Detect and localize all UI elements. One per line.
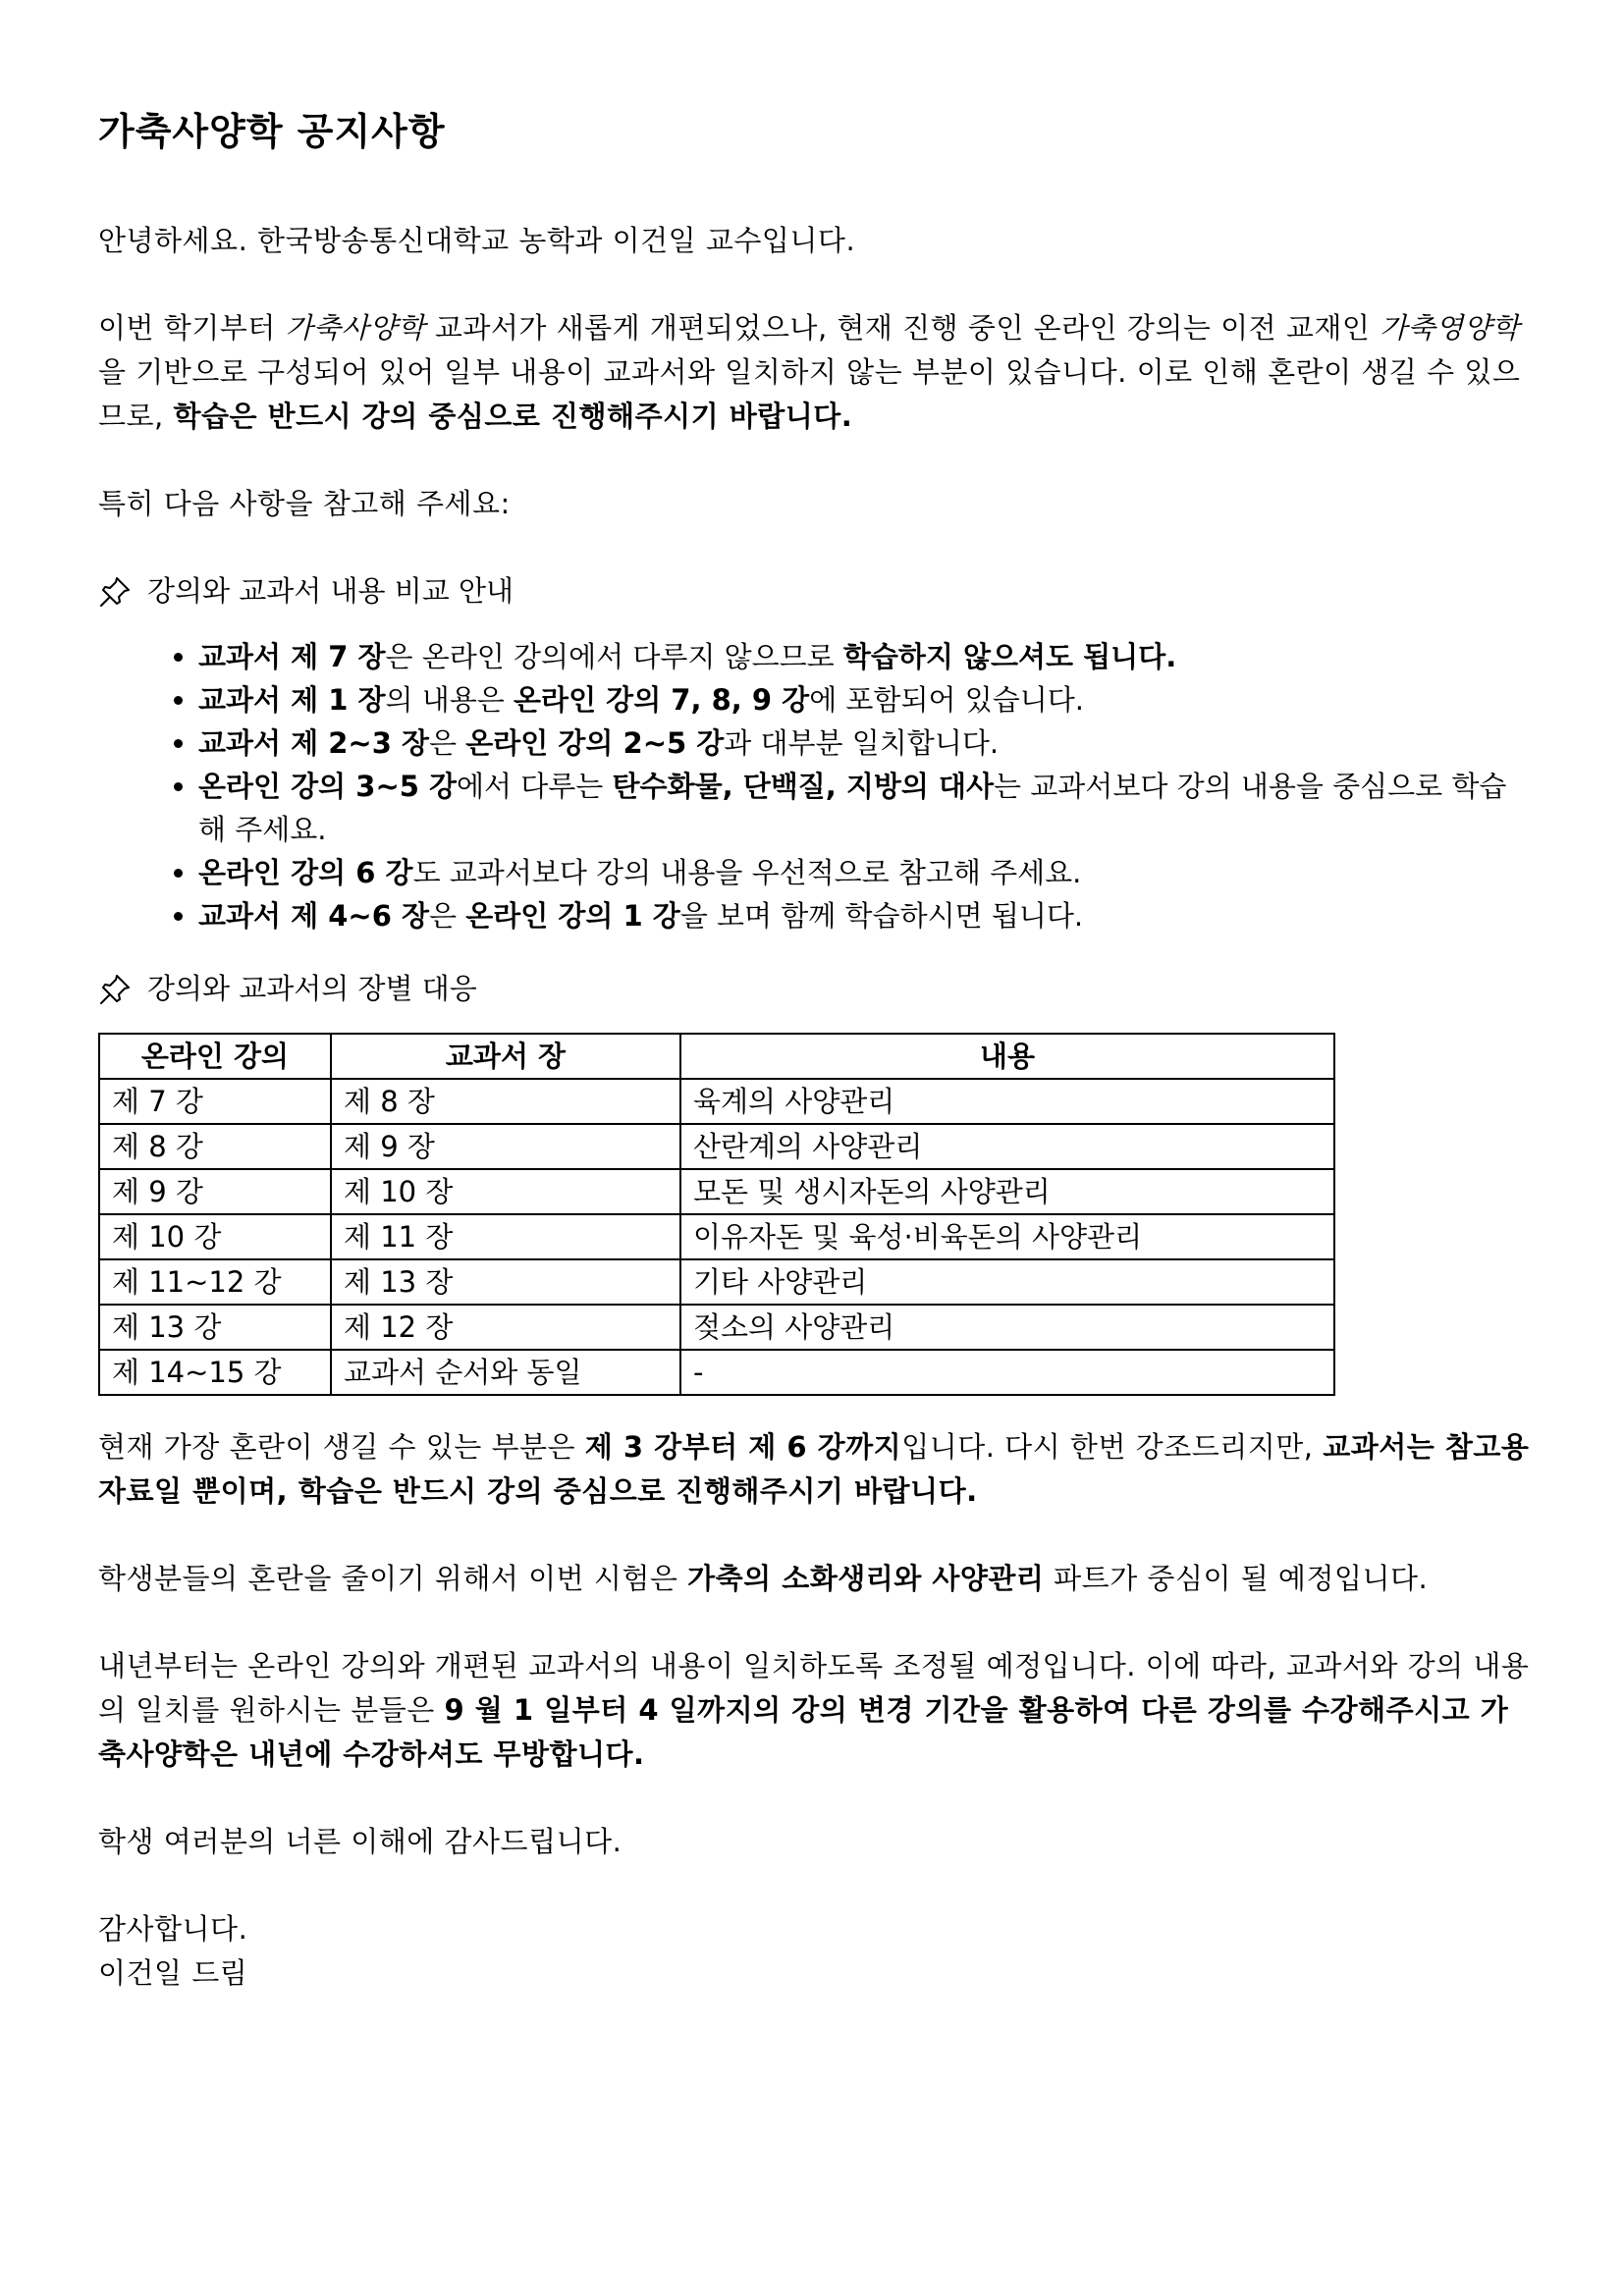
page-title: 가축사양학 공지사항 [98,110,446,153]
closing-text: 감사합니다. [98,1912,248,1947]
textbook-new-name: 가축사양학 [285,311,426,346]
table-row: 제 10 강 제 11 장 이유자돈 및 육성·비육돈의 사양관리 [99,1214,1334,1259]
section-comparison [98,569,1532,614]
lead-text: 특히 다음 사항을 참고해 주세요: [98,487,511,521]
table-row: 제 13 강 제 12 장 젖소의 사양관리 [99,1305,1334,1350]
section-title: 강의와 교과서 내용 비교 안내 [147,574,514,609]
paragraph-next-year: 내년부터는 온라인 강의와 개편된 교과서의 내용이 일치하도록 조정될 예정입니다. 이에 따라, 교과서와 강의 내용의 일치를 원하시는 분들은 9 월 1 일부터 4 일까지의 강의 변경 기간을 활용하여 다른 강의를 수강해주시고 가축사양학은 내년에 수강하셔도 무방합니다. [98,1649,1530,1772]
pushpin-icon [98,973,132,1006]
table-header-row [99,1034,1334,1079]
list-item: • 온라인 강의 3~5 강에서 다루는 탄수화물, 단백질, 지방의 대사는 교과서보다 강의 내용을 중심으로 학습해 주세요. [198,765,1532,851]
pushpin-icon [98,575,132,609]
notice-page [98,108,1532,1996]
chapter-mapping-table [98,1033,1335,1396]
paragraph-exam: 학생분들의 혼란을 줄이기 위해서 이번 시험은 가축의 소화생리와 사양관리 파트가 중심이 될 예정입니다. [98,1562,1429,1596]
table-row: 제 9 강 제 10 장 모돈 및 생시자돈의 사양관리 [99,1169,1334,1214]
column-header: 온라인 강의 [99,1034,331,1079]
thanks-text: 학생 여러분의 너른 이해에 감사드립니다. [98,1825,623,1859]
table-row: 제 14~15 강 교과서 순서와 동일 - [99,1350,1334,1395]
paragraph-confusion: 현재 가장 혼란이 생길 수 있는 부분은 제 3 강부터 제 6 강까지입니다. 다시 한번 강조드리지만, 교과서는 참고용 자료일 뿐이며, 학습은 반드시 강의 중심으로 진행해주시기 바랍니다. [98,1430,1530,1509]
section-mapping [98,967,1532,1011]
column-header: 내용 [680,1034,1334,1079]
textbook-old-name: 가축영양학 [1380,311,1520,346]
comparison-list [98,635,1532,937]
list-item: • 교과서 제 7 장은 온라인 강의에서 다루지 않으므로 학습하지 않으셔도 됩니다. [198,635,1532,678]
column-header: 교과서 장 [331,1034,680,1079]
signature: 이건일 드림 [98,1956,248,1991]
section-title: 강의와 교과서의 장별 대응 [147,972,477,1006]
list-item: • 교과서 제 2~3 장은 온라인 강의 2~5 강과 대부분 일치합니다. [198,721,1532,765]
list-item: • 온라인 강의 6 강도 교과서보다 강의 내용을 우선적으로 참고해 주세요. [198,851,1532,894]
table-row: 제 11~12 강 제 13 장 기타 사양관리 [99,1259,1334,1305]
greeting: 안녕하세요. 한국방송통신대학교 농학과 이건일 교수입니다. [98,224,856,258]
list-item: • 교과서 제 4~6 장은 온라인 강의 1 강을 보며 함께 학습하시면 됩니다. [198,894,1532,937]
table-row: 제 8 강 제 9 장 산란계의 사양관리 [99,1124,1334,1169]
table-row: 제 7 강 제 8 장 육계의 사양관리 [99,1079,1334,1124]
intro-paragraph: 이번 학기부터 가축사양학 교과서가 새롭게 개편되었으나, 현재 진행 중인 온라인 강의는 이전 교재인 가축영양학을 기반으로 구성되어 있어 일부 내용이 교과서와 일치하지 않는 부분이 있습니다. 이로 인해 혼란이 생길 수 있으므로, 학습은 반드시 강의 중심으로 진행해주시기 바랍니다. [98,311,1521,434]
list-item: • 교과서 제 1 장의 내용은 온라인 강의 7, 8, 9 강에 포함되어 있습니다. [198,678,1532,721]
